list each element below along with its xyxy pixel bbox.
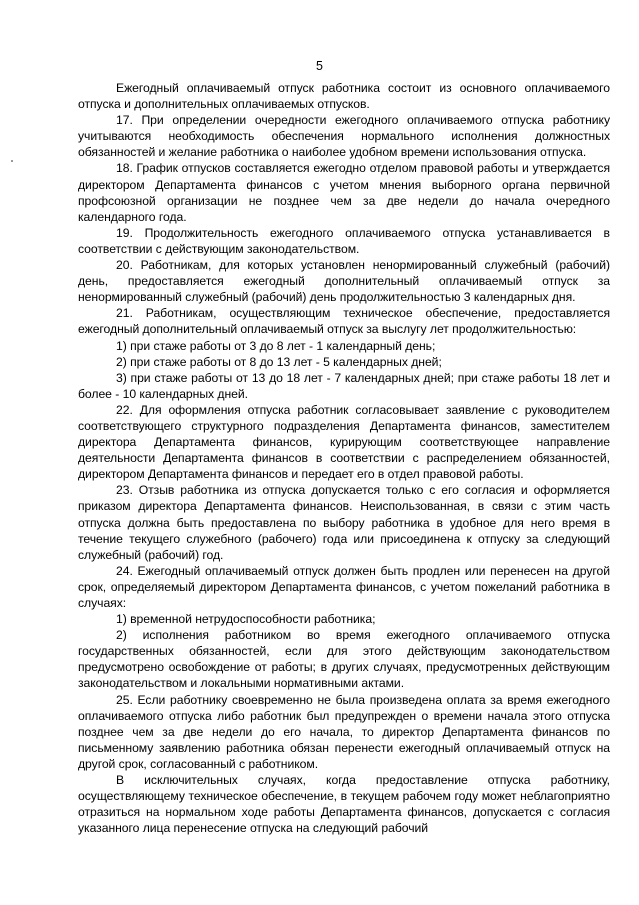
paragraph-23: 23. Отзыв работника из отпуска допускается только с его согласия и оформляется приказом директора Департамента финансов. Неиспользованная, в связи с этим часть отпуска должна быть предоставлена по выбору работника в удобное для него время в течение текущего служебного (рабочего) года или присоединена к отпуску за следующий служебный (рабочий) год. — [78, 483, 610, 562]
paragraph-leave-composition: Ежегодный оплачиваемый отпуск работника состоит из основного оплачиваемого отпуска и дополнительных оплачиваемых отпусков. — [78, 81, 610, 112]
paragraph-24: 24. Ежегодный оплачиваемый отпуск должен быть продлен или перенесен на другой срок, определяемый директором Департамента финансов, с учетом пожеланий работника в случаях: — [78, 563, 610, 610]
list-item-21-3: 3) при стаже работы от 13 до 18 лет - 7 календарных дней; при стаже работы 18 лет и более - 10 календарных дней. — [78, 370, 610, 401]
paragraph-21: 21. Работникам, осуществляющим техническое обеспечение, предоставляется ежегодный дополнительный оплачиваемый отпуск за выслугу лет продолжительностью: — [78, 306, 610, 337]
list-item-24-1: 1) временной нетрудоспособности работника; — [116, 612, 376, 627]
paragraph-19: 19. Продолжительность ежегодного оплачиваемого отпуска устанавливается в соответствии с действующим законодательством. — [78, 225, 610, 256]
paragraph-18: 18. График отпусков составляется ежегодно отделом правовой работы и утверждается директором Департамента финансов с учетом мнения выборного органа первичной профсоюзной организации не позднее чем за две недели до начала очередного календарного года. — [78, 161, 610, 224]
list-item-24-2: 2) исполнения работником во время ежегодного оплачиваемого отпуска государственных обязанностей, если для этого действующим законодательством предусмотрено освобождение от работы; в других случаях, предусмотренных действующим законодательством и локальными нормативными актами. — [78, 628, 610, 691]
paragraph-17: 17. При определении очередности ежегодного оплачиваемого отпуска работнику учитываются необходимость обеспечения нормального исполнения должностных обязанностей и желание работника о наиболее удобном времени использования отпуска. — [78, 113, 610, 160]
document-body — [78, 80, 610, 836]
list-item-21-2: 2) при стаже работы от 8 до 13 лет - 5 календарных дней; — [116, 354, 442, 369]
list-item-21-1: 1) при стаже работы от 3 до 8 лет - 1 календарный день; — [116, 338, 436, 353]
paragraph-22: 22. Для оформления отпуска работник согласовывает заявление с руководителем соответствующего структурного подразделения Департамента финансов, заместителем директора Департамента финансов, курирующим соответствующее направление деятельности Департамента финансов в соответствии с распределением обязанностей, директором Департамента финансов и передает его в отдел правовой работы. — [78, 402, 610, 482]
margin-mark — [11, 160, 13, 162]
paragraph-exceptional-cases: В исключительных случаях, когда предоставление отпуска работнику, осуществляющему техническое обеспечение, в текущем рабочем году может неблагоприятно отразиться на нормальном ходе работы Департамента финансов, допускается с согласия указанного лица перенесение отпуска на следующий рабочий — [78, 773, 610, 836]
page-number: 5 — [316, 59, 323, 73]
paragraph-20: 20. Работникам, для которых установлен ненормированный служебный (рабочий) день, предоставляется ежегодный дополнительный оплачиваемый отпуск за ненормированный служебный (рабочий) день продолжительностью 3 календарных дня. — [78, 258, 610, 305]
paragraph-25: 25. Если работнику своевременно не была произведена оплата за время ежегодного оплачиваемого отпуска либо работник был предупрежден о времени начала этого отпуска позднее чем за две недели до его начала, то директор Департамента финансов по письменному заявлению работника обязан перенести ежегодный оплачиваемый отпуск на другой срок, согласованный с работником. — [78, 692, 610, 771]
